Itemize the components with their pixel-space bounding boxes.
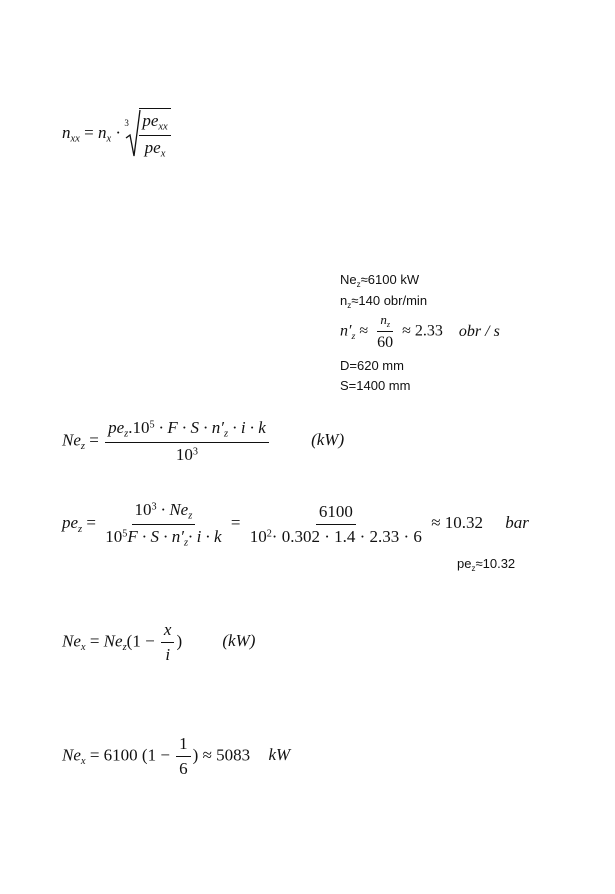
pez-fraction-2 xyxy=(247,502,425,547)
formula-nex-value xyxy=(62,734,290,779)
nexv-lhs-sub: x xyxy=(80,756,86,768)
nxx-cube-root xyxy=(125,108,172,160)
nxx-dot: · xyxy=(115,122,122,142)
pez-f1-den-rest: F · S · n′ xyxy=(127,526,184,546)
nxx-den-sub: x xyxy=(160,148,166,160)
nez-lhs-sub: z xyxy=(80,440,85,452)
nexv-unit: kW xyxy=(268,745,291,765)
pez-result xyxy=(457,556,515,573)
nxx-n: n xyxy=(97,122,107,142)
nexv-close: ) xyxy=(192,745,199,765)
nex-open: (1 − xyxy=(126,631,155,651)
nzprime-approx: ≈ xyxy=(359,322,369,340)
nzprime-num-sub: z xyxy=(386,319,390,329)
nez-unit: (kW) xyxy=(311,430,345,450)
pez-eq2: = xyxy=(230,513,241,533)
given-d: D=620 mm xyxy=(340,358,404,373)
nzprime-approx2: ≈ 2.33 xyxy=(402,322,443,340)
nez-num-rest3: · i · k xyxy=(232,418,266,437)
formula-nex xyxy=(62,620,255,665)
given-nez xyxy=(340,272,419,289)
nxx-fraction xyxy=(139,108,170,159)
nez-num-rest2-sub: z xyxy=(223,428,229,440)
pez-f1-num-exp: 3 xyxy=(151,501,157,513)
nxx-lhs-sub: xx xyxy=(70,133,80,145)
pez-f2-den-exp: 2 xyxy=(266,528,272,540)
nexv-eq: = 6100 xyxy=(89,745,138,765)
nex-lhs-sub: x xyxy=(80,642,86,654)
nex-unit: (kW) xyxy=(222,631,256,651)
nez-num-sub: z xyxy=(124,428,129,440)
pez-result-sub: z xyxy=(471,563,476,573)
nez-lhs: Ne xyxy=(62,430,81,450)
pez-f2-den: 10 xyxy=(249,526,267,546)
nez-num: pe xyxy=(108,418,125,437)
pez-f1-num-rest: · Ne xyxy=(160,500,189,519)
nex-ne: Ne xyxy=(103,631,123,651)
pez-result-rest: ≈10.32 xyxy=(475,556,516,571)
pez-lhs: pe xyxy=(62,513,79,533)
pez-f2-num: 6100 xyxy=(316,502,356,525)
nex-close: ) xyxy=(176,631,183,651)
pez-lhs-sub: z xyxy=(78,523,83,535)
nex-num: x xyxy=(161,620,175,643)
nez-num-rest2: · F · S · n′ xyxy=(158,418,224,437)
pez-eq1: = xyxy=(86,513,96,533)
nxx-n-sub: x xyxy=(106,133,112,145)
nzprime-den: 60 xyxy=(377,333,394,351)
pez-f1-den-sub: z xyxy=(183,537,189,549)
pez-f2-den-rest: · 0.302 · 1.4 · 2.33 · 6 xyxy=(271,526,422,546)
pez-f1-den: 10 xyxy=(105,526,123,546)
given-nz-text: n xyxy=(340,293,348,308)
nexv-lhs: Ne xyxy=(62,745,81,765)
formula-pez xyxy=(62,500,529,548)
pez-f1-den-exp: 5 xyxy=(122,528,128,540)
nexv-approx: ≈ 5083 xyxy=(202,745,251,765)
pez-f1-den-rest2: · i · k xyxy=(188,526,222,546)
nexv-open: (1 − xyxy=(141,745,170,765)
given-nz xyxy=(340,293,427,310)
pez-fraction-1 xyxy=(102,500,224,548)
nez-fraction xyxy=(105,418,269,465)
nexv-fraction xyxy=(176,734,191,779)
formula-nxx xyxy=(62,108,173,160)
nex-ne-sub: z xyxy=(122,642,127,654)
given-s: S=1400 mm xyxy=(340,378,411,393)
pez-approx: ≈ 10.32 xyxy=(431,513,484,533)
nex-fraction xyxy=(161,620,175,665)
given-nez-sub: z xyxy=(356,279,361,289)
pez-unit: bar xyxy=(505,513,529,533)
given-nzprime xyxy=(340,312,500,352)
nzprime-lhs: n′ xyxy=(340,322,352,340)
nex-den: i xyxy=(165,645,171,664)
given-nez-text: Ne xyxy=(340,272,357,287)
given-nz-sub: z xyxy=(347,300,352,310)
nez-num-exp: 5 xyxy=(149,419,155,431)
nexv-den: 6 xyxy=(179,759,188,778)
nex-eq: = xyxy=(89,631,100,651)
pez-result-text: pe xyxy=(457,556,472,571)
given-nz-rest: ≈140 obr/min xyxy=(351,293,428,308)
nxx-num: pe xyxy=(142,111,159,131)
nxx-eq: = xyxy=(84,122,94,142)
nzprime-fraction xyxy=(374,312,396,352)
nex-lhs: Ne xyxy=(62,631,81,651)
nxx-den: pe xyxy=(144,138,161,157)
pez-f1-num-sub: z xyxy=(188,510,193,522)
nzprime-lhs-sub: z xyxy=(351,331,356,343)
nxx-lhs: n xyxy=(62,122,71,142)
nxx-num-sub: xx xyxy=(158,122,168,133)
nexv-num: 1 xyxy=(176,734,191,757)
nez-den-exp: 3 xyxy=(192,446,199,458)
pez-f1-num: 10 xyxy=(134,500,152,519)
nez-num-rest1: .10 xyxy=(128,418,150,437)
given-nez-rest: ≈6100 kW xyxy=(360,272,420,287)
nxx-root-index: 3 xyxy=(124,118,129,128)
formula-nez xyxy=(62,418,344,465)
nzprime-unit: obr / s xyxy=(458,322,500,340)
nez-den: 10 xyxy=(175,444,193,464)
nez-eq: = xyxy=(89,430,99,450)
nzprime-num: n xyxy=(380,312,387,327)
